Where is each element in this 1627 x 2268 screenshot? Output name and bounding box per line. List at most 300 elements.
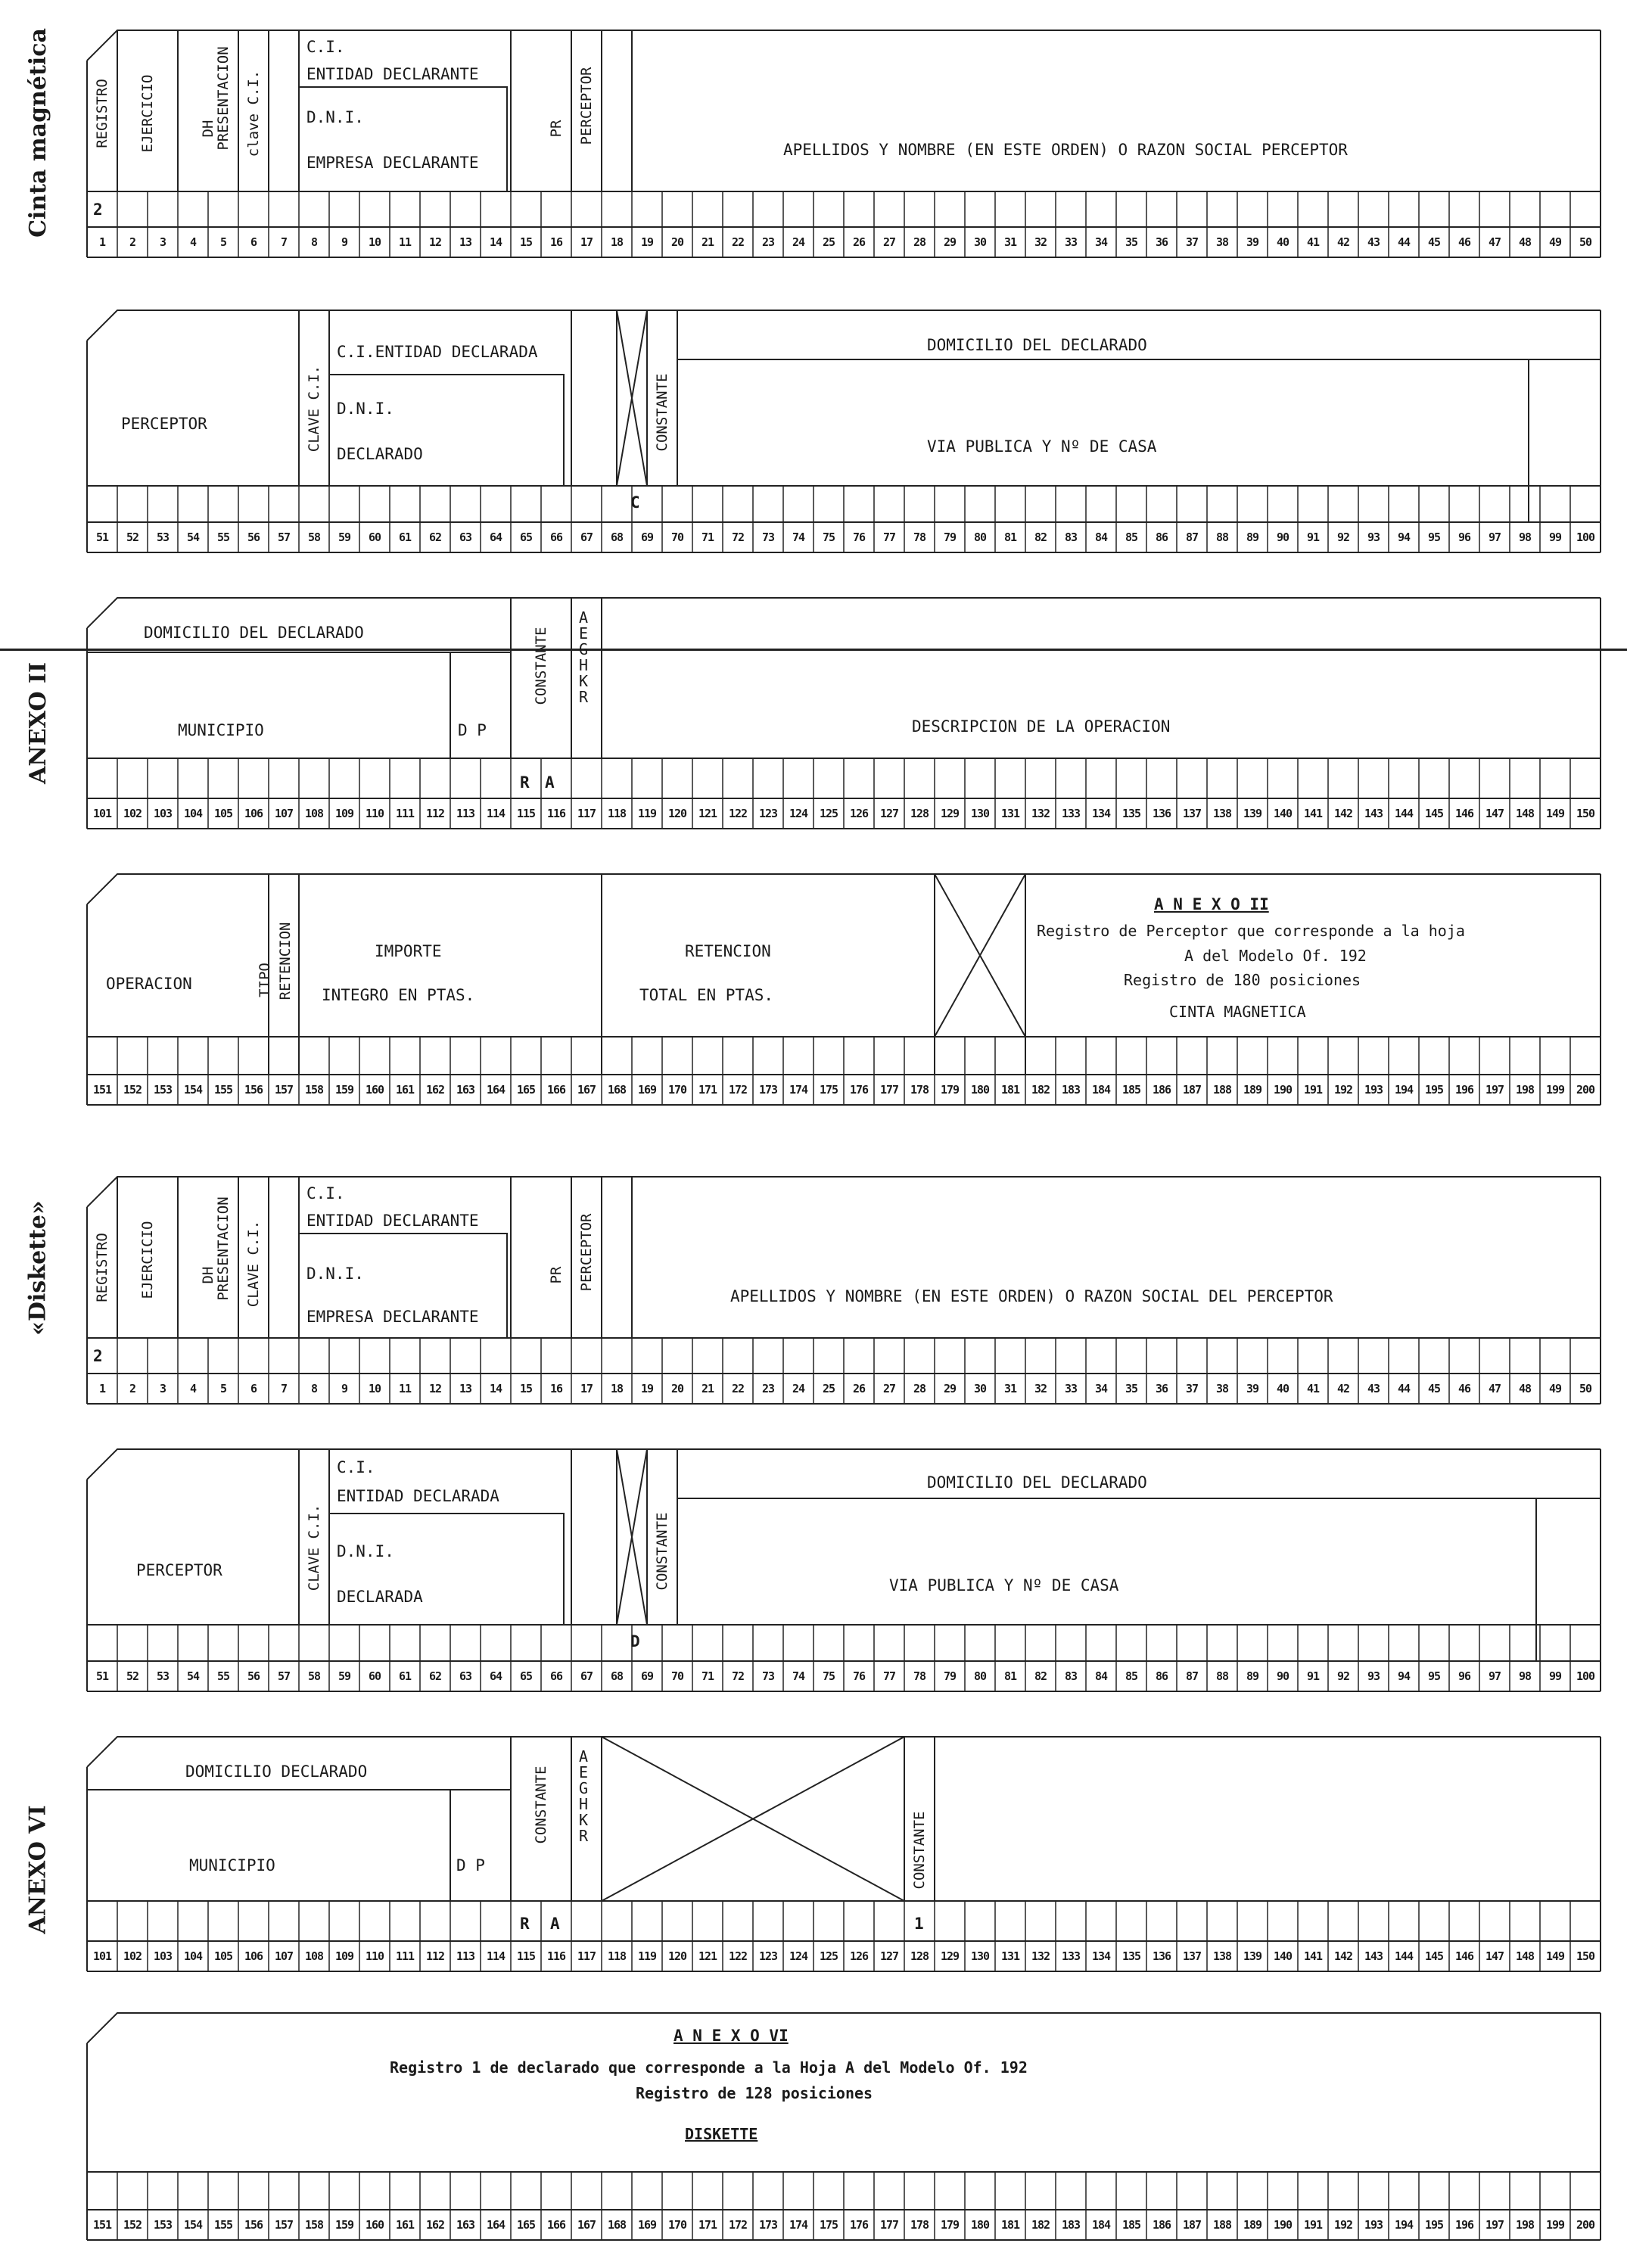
position-number: 148 — [1515, 807, 1535, 820]
position-number: 45 — [1427, 1382, 1441, 1395]
position-number: 1 — [98, 1382, 106, 1395]
a-prefill[interactable]: A — [550, 1915, 560, 1933]
position-number: 140 — [1273, 1949, 1293, 1963]
position-number: 27 — [882, 235, 896, 249]
position-number: 51 — [95, 1669, 109, 1683]
position-number: 37 — [1185, 1382, 1199, 1395]
position-number: 97 — [1488, 530, 1501, 544]
position-number: 116 — [546, 1949, 566, 1963]
position-number: 131 — [1000, 1949, 1020, 1963]
one-prefill[interactable]: 1 — [914, 1915, 924, 1933]
disk-row-2: PERCEPTOR CLAVE C.I. C.I. ENTIDAD DECLARADA D.N.I. DECLARADA CONSTANTE DOMICILIO DEL DECLARADO VIA PUBLICA Y Nº DE CASA D 51 52 53 54 55 56 57 58 59 60 61 62 63 64 65 66 67 68 69 70 71 72 73 74 75 76 77 78 79 80 81 82 83 84 85 86 87 88 89 90 91 92 93 94 95 96 97 98 99 100 — [87, 1449, 1601, 1691]
position-number: 70 — [670, 530, 684, 544]
position-number: 157 — [274, 2218, 294, 2232]
domicilio-label: DOMICILIO DEL DECLARADO — [927, 336, 1147, 354]
r-prefill[interactable]: R — [520, 1915, 530, 1933]
annex-ii-line4: CINTA MAGNETICA — [1169, 1003, 1306, 1021]
position-number: 1 — [98, 235, 106, 249]
empresa-declarante-label: EMPRESA DECLARANTE — [306, 154, 479, 172]
position-number: 34 — [1094, 1382, 1108, 1395]
position-number: 39 — [1246, 1382, 1259, 1395]
position-number: 125 — [819, 1949, 838, 1963]
position-number: 55 — [216, 1669, 230, 1683]
position-number: 145 — [1424, 807, 1444, 820]
position-number: 78 — [913, 530, 926, 544]
position-number: 97 — [1488, 1669, 1501, 1683]
position-number: 73 — [761, 1669, 775, 1683]
position-number: 66 — [549, 1669, 563, 1683]
position-number: 22 — [731, 235, 745, 249]
position-number: 183 — [1061, 2218, 1081, 2232]
position-number: 99 — [1548, 1669, 1562, 1683]
position-number: 106 — [244, 1949, 263, 1963]
letter-code: H — [579, 1795, 589, 1813]
letter-code: A — [579, 608, 589, 627]
position-number: 88 — [1215, 1669, 1229, 1683]
position-number: 49 — [1548, 1382, 1562, 1395]
position-number: 52 — [126, 1669, 139, 1683]
position-number: 12 — [428, 1382, 442, 1395]
position-number: 160 — [365, 2218, 384, 2232]
position-number: 151 — [92, 2218, 112, 2232]
cinta-row-2: PERCEPTOR CLAVE C.I. C.I.ENTIDAD DECLARADA D.N.I. DECLARADO CONSTANTE DOMICILIO DEL DECLARADO VIA PUBLICA Y Nº DE CASA C 51 52 53 54 55 56 57 58 59 60 61 62 63 64 65 66 67 68 69 70 71 72 73 74 75 76 77 78 79 80 81 82 83 84 85 86 87 88 89 90 91 92 93 94 95 96 97 98 99 100 — [87, 310, 1601, 552]
position-number: 121 — [698, 1949, 717, 1963]
r-prefill[interactable]: R — [520, 773, 530, 792]
municipio-label: MUNICIPIO — [189, 1856, 275, 1874]
letter-code: K — [579, 672, 589, 690]
side-label-anexo-vi: ANEXO VI — [24, 1804, 51, 1934]
position-number: 11 — [398, 1382, 412, 1395]
position-number: 135 — [1121, 1949, 1141, 1963]
apellidos-label: APELLIDOS Y NOMBRE (EN ESTE ORDEN) O RAZON SOCIAL DEL PERCEPTOR — [730, 1287, 1333, 1305]
position-number: 169 — [637, 1083, 657, 1097]
position-number: 67 — [580, 530, 593, 544]
position-number: 142 — [1333, 1949, 1353, 1963]
position-number: 81 — [1003, 530, 1017, 544]
position-number: 131 — [1000, 807, 1020, 820]
position-number: 130 — [970, 1949, 990, 1963]
position-number: 197 — [1485, 1083, 1504, 1097]
position-number: 143 — [1364, 807, 1383, 820]
position-number: 121 — [698, 807, 717, 820]
position-number: 103 — [153, 807, 173, 820]
position-number: 33 — [1064, 235, 1078, 249]
position-number: 195 — [1424, 2218, 1444, 2232]
position-number: 80 — [973, 1669, 987, 1683]
registro-prefill[interactable]: 2 — [93, 1347, 103, 1365]
letters-stack — [579, 1749, 588, 1844]
position-number: 102 — [123, 807, 142, 820]
position-number: 40 — [1276, 235, 1289, 249]
position-number: 5 — [219, 235, 227, 249]
position-number: 72 — [731, 1669, 745, 1683]
position-number: 79 — [943, 530, 957, 544]
a-prefill[interactable]: A — [545, 773, 555, 792]
position-number: 158 — [304, 1083, 324, 1097]
position-number: 63 — [459, 1669, 472, 1683]
position-number: 128 — [910, 1949, 929, 1963]
position-number: 83 — [1064, 1669, 1078, 1683]
position-numbers-51-100 — [87, 522, 1601, 552]
position-number: 61 — [398, 530, 412, 544]
position-numbers-151-200 — [87, 2210, 1601, 2240]
position-number: 37 — [1185, 235, 1199, 249]
position-number: 18 — [610, 1382, 624, 1395]
position-number: 130 — [970, 807, 990, 820]
position-number: 98 — [1518, 530, 1532, 544]
position-number: 129 — [940, 807, 960, 820]
position-number: 54 — [186, 530, 200, 544]
position-number: 54 — [186, 1669, 200, 1683]
position-number: 59 — [338, 1669, 351, 1683]
position-number: 15 — [519, 235, 533, 249]
position-number: 146 — [1454, 807, 1474, 820]
position-number: 93 — [1367, 530, 1380, 544]
position-number: 132 — [1031, 1949, 1050, 1963]
position-number: 142 — [1333, 807, 1353, 820]
position-number: 150 — [1576, 807, 1595, 820]
position-number: 55 — [216, 530, 230, 544]
position-number: 13 — [459, 1382, 472, 1395]
position-number: 182 — [1031, 2218, 1050, 2232]
position-number: 108 — [304, 807, 324, 820]
registro-prefill[interactable]: 2 — [93, 201, 103, 219]
position-number: 22 — [731, 1382, 745, 1395]
position-number: 150 — [1576, 1949, 1595, 1963]
position-number: 179 — [940, 2218, 960, 2232]
position-number: 94 — [1397, 530, 1411, 544]
cinta-row-3: DOMICILIO DEL DECLARADO MUNICIPIO D P CONSTANTE A E G H K R DESCRIPCION DE LA OPERACION R A 101 102 103 104 105 106 107 108 109 110 111 112 113 114 115 116 117 118 119 120 121 122 123 124 125 126 127 128 129 130 131 132 133 134 135 136 137 138 139 140 141 142 143 144 145 146 147 148 149 150 — [87, 598, 1601, 829]
position-number: 144 — [1394, 1949, 1414, 1963]
position-number: 47 — [1488, 1382, 1501, 1395]
domicilio-label: DOMICILIO DEL DECLARADO — [927, 1473, 1147, 1492]
position-number: 168 — [607, 2218, 627, 2232]
position-number: 72 — [731, 530, 745, 544]
position-number: 112 — [425, 807, 445, 820]
position-number: 116 — [546, 807, 566, 820]
position-number: 147 — [1485, 807, 1504, 820]
position-number: 58 — [307, 530, 321, 544]
position-number: 21 — [701, 235, 714, 249]
position-number: 33 — [1064, 1382, 1078, 1395]
position-number: 24 — [792, 235, 805, 249]
position-number: 152 — [123, 1083, 142, 1097]
position-number: 57 — [277, 530, 291, 544]
position-number: 178 — [910, 1083, 929, 1097]
position-number: 92 — [1336, 1669, 1350, 1683]
position-number: 43 — [1367, 235, 1380, 249]
position-number: 124 — [789, 807, 808, 820]
position-number: 5 — [219, 1382, 227, 1395]
position-number: 20 — [670, 235, 684, 249]
position-number: 101 — [92, 1949, 112, 1963]
position-number: 29 — [943, 1382, 957, 1395]
position-number: 139 — [1243, 1949, 1262, 1963]
cinta-row-4-grid — [87, 874, 1601, 1105]
position-number: 18 — [610, 235, 624, 249]
position-number: 69 — [640, 530, 654, 544]
position-number: 86 — [1155, 1669, 1168, 1683]
constante-prefill[interactable]: D — [630, 1632, 640, 1650]
constante-prefill[interactable]: C — [630, 493, 640, 512]
position-number: 163 — [456, 2218, 475, 2232]
position-number: 23 — [761, 1382, 775, 1395]
position-number: 118 — [607, 807, 627, 820]
position-number: 187 — [1182, 1083, 1202, 1097]
position-number: 103 — [153, 1949, 173, 1963]
letters-stack — [579, 610, 588, 705]
position-number: 35 — [1125, 1382, 1138, 1395]
position-number: 50 — [1579, 1382, 1592, 1395]
position-number: 175 — [819, 1083, 838, 1097]
position-number: 9 — [341, 235, 348, 249]
position-number: 111 — [395, 1949, 415, 1963]
position-number: 125 — [819, 807, 838, 820]
cinta-row-4: OPERACION TIPO RETENCION IMPORTE INTEGRO EN PTAS. RETENCION TOTAL EN PTAS. A N E X O II Registro de Perceptor que corresponde a la hoja A del Modelo Of. 192 Registro de 180 posiciones CINTA MAGNETICA 151 152 153 154 155 156 157 158 159 160 161 162 163 164 165 166 167 168 169 170 171 172 173 174 175 176 177 178 179 180 181 182 183 184 185 186 187 188 189 190 191 192 193 194 195 196 197 198 199 200 — [87, 874, 1601, 1105]
position-number: 34 — [1094, 235, 1108, 249]
position-number: 75 — [822, 1669, 835, 1683]
ci-label: C.I. — [306, 38, 345, 56]
position-number: 77 — [882, 530, 896, 544]
position-number: 21 — [701, 1382, 714, 1395]
position-number: 158 — [304, 2218, 324, 2232]
ci-label: C.I. — [337, 1458, 375, 1476]
position-number: 88 — [1215, 530, 1229, 544]
position-number: 13 — [459, 235, 472, 249]
apellidos-label: APELLIDOS Y NOMBRE (EN ESTE ORDEN) O RAZON SOCIAL PERCEPTOR — [783, 141, 1348, 159]
position-number: 104 — [183, 807, 203, 820]
position-number: 56 — [247, 1669, 260, 1683]
position-number: 197 — [1485, 2218, 1504, 2232]
position-number: 38 — [1215, 1382, 1229, 1395]
position-number: 157 — [274, 1083, 294, 1097]
position-number: 108 — [304, 1949, 324, 1963]
position-number: 60 — [368, 530, 381, 544]
ci-entidad-label: C.I.ENTIDAD DECLARADA — [337, 343, 538, 361]
operacion-label: OPERACION — [106, 975, 192, 993]
position-number: 28 — [913, 1382, 926, 1395]
position-number: 36 — [1155, 235, 1168, 249]
position-number: 50 — [1579, 235, 1592, 249]
position-number: 3 — [159, 235, 166, 249]
position-number: 71 — [701, 530, 714, 544]
position-number: 69 — [640, 1669, 654, 1683]
position-number: 149 — [1545, 1949, 1565, 1963]
position-number: 90 — [1276, 530, 1289, 544]
position-number: 174 — [789, 2218, 808, 2232]
position-number: 183 — [1061, 1083, 1081, 1097]
municipio-label: MUNICIPIO — [178, 721, 264, 739]
letter-code: G — [579, 640, 589, 658]
position-number: 136 — [1152, 807, 1171, 820]
position-number: 170 — [667, 2218, 687, 2232]
position-number: 79 — [943, 1669, 957, 1683]
position-number: 182 — [1031, 1083, 1050, 1097]
position-number: 138 — [1212, 807, 1232, 820]
letter-code: E — [579, 624, 589, 642]
position-number: 20 — [670, 1382, 684, 1395]
position-number: 29 — [943, 235, 957, 249]
position-number: 120 — [667, 1949, 687, 1963]
position-number: 181 — [1000, 1083, 1020, 1097]
position-number: 198 — [1515, 1083, 1535, 1097]
position-number: 159 — [334, 2218, 354, 2232]
annex-ii-title: A N E X O II — [1154, 895, 1269, 913]
position-number: 190 — [1273, 2218, 1293, 2232]
position-number: 110 — [365, 1949, 384, 1963]
position-number: 28 — [913, 235, 926, 249]
position-number: 188 — [1212, 1083, 1232, 1097]
position-number: 100 — [1576, 1669, 1595, 1683]
position-number: 200 — [1576, 1083, 1595, 1097]
position-number: 14 — [489, 1382, 502, 1395]
position-number: 27 — [882, 1382, 896, 1395]
position-number: 76 — [852, 530, 866, 544]
position-number: 171 — [698, 2218, 717, 2232]
position-number: 126 — [849, 807, 869, 820]
integro-label: INTEGRO EN PTAS. — [322, 986, 475, 1004]
position-number: 189 — [1243, 2218, 1262, 2232]
position-number: 4 — [189, 1382, 197, 1395]
position-number: 133 — [1061, 1949, 1081, 1963]
position-number: 3 — [159, 1382, 166, 1395]
letter-code: A — [579, 1747, 589, 1766]
position-number: 10 — [368, 235, 381, 249]
position-number: 179 — [940, 1083, 960, 1097]
position-number: 114 — [486, 807, 506, 820]
position-number: 192 — [1333, 2218, 1353, 2232]
position-number: 65 — [519, 1669, 533, 1683]
total-label: TOTAL EN PTAS. — [639, 986, 774, 1004]
position-number: 170 — [667, 1083, 687, 1097]
letter-code: H — [579, 656, 589, 674]
position-number: 48 — [1518, 235, 1532, 249]
position-number: 185 — [1121, 1083, 1141, 1097]
position-number: 32 — [1034, 235, 1047, 249]
position-number: 53 — [156, 1669, 170, 1683]
position-number: 107 — [274, 807, 294, 820]
position-number: 115 — [516, 1949, 536, 1963]
position-number: 17 — [580, 235, 593, 249]
position-number: 2 — [129, 235, 136, 249]
position-number: 14 — [489, 235, 502, 249]
dni-label: D.N.I. — [337, 400, 394, 418]
position-number: 161 — [395, 1083, 415, 1097]
position-number: 177 — [879, 2218, 899, 2232]
descripcion-label: DESCRIPCION DE LA OPERACION — [912, 717, 1171, 736]
ci-label: C.I. — [306, 1184, 345, 1202]
position-number: 2 — [129, 1382, 136, 1395]
position-number: 89 — [1246, 530, 1259, 544]
position-number: 25 — [822, 1382, 835, 1395]
position-number: 167 — [577, 2218, 596, 2232]
position-number: 24 — [792, 1382, 805, 1395]
disk-row-4 — [87, 2013, 1601, 2240]
position-number: 156 — [244, 1083, 263, 1097]
position-number: 95 — [1427, 1669, 1441, 1683]
position-number: 31 — [1003, 1382, 1017, 1395]
position-number: 187 — [1182, 2218, 1202, 2232]
position-number: 141 — [1303, 807, 1323, 820]
position-number: 123 — [758, 1949, 778, 1963]
position-number: 86 — [1155, 530, 1168, 544]
position-number: 180 — [970, 2218, 990, 2232]
annex-vi-line2: Registro de 128 posiciones — [636, 2084, 873, 2102]
position-number: 138 — [1212, 1949, 1232, 1963]
via-publica-label: VIA PUBLICA Y Nº DE CASA — [889, 1576, 1119, 1594]
position-number: 113 — [456, 1949, 475, 1963]
empresa-declarante-label: EMPRESA DECLARANTE — [306, 1308, 479, 1326]
position-number: 112 — [425, 1949, 445, 1963]
annex-vi-line1: Registro 1 de declarado que corresponde a la Hoja A del Modelo Of. 192 — [390, 2058, 1028, 2077]
position-number: 32 — [1034, 1382, 1047, 1395]
position-number: 101 — [92, 807, 112, 820]
position-number: 53 — [156, 530, 170, 544]
position-number: 152 — [123, 2218, 142, 2232]
position-number: 11 — [398, 235, 412, 249]
position-number: 74 — [792, 1669, 805, 1683]
position-numbers-151-200 — [87, 1075, 1601, 1105]
position-number: 12 — [428, 235, 442, 249]
position-number: 59 — [338, 530, 351, 544]
position-number: 124 — [789, 1949, 808, 1963]
position-number: 109 — [334, 1949, 354, 1963]
domicilio-label: DOMICILIO DEL DECLARADO — [144, 624, 364, 642]
position-number: 56 — [247, 530, 260, 544]
cinta-row-1: REGISTRO EJERCICIO DH PRESENTACION clave C.I. C.I. ENTIDAD DECLARANTE D.N.I. EMPRESA DECLARANTE PR PERCEPTOR APELLIDOS Y NOMBRE (EN ESTE ORDEN) O RAZON SOCIAL PERCEPTOR 2 1 2 3 4 5 6 7 8 9 10 11 12 13 14 15 16 17 18 19 20 21 22 23 24 25 26 27 28 29 30 31 32 33 34 35 36 37 38 39 40 41 42 43 44 45 46 47 48 49 50 — [87, 30, 1601, 257]
annex-ii-line1: Registro de Perceptor que corresponde a la hoja — [1037, 922, 1465, 940]
annex-ii-line3: Registro de 180 posiciones — [1124, 971, 1361, 989]
position-number: 7 — [280, 235, 288, 249]
position-number: 95 — [1427, 530, 1441, 544]
position-number: 198 — [1515, 2218, 1535, 2232]
letter-code: G — [579, 1779, 589, 1797]
position-number: 154 — [183, 2218, 203, 2232]
position-number: 186 — [1152, 2218, 1171, 2232]
position-number: 135 — [1121, 807, 1141, 820]
position-number: 82 — [1034, 1669, 1047, 1683]
position-number: 98 — [1518, 1669, 1532, 1683]
position-number: 81 — [1003, 1669, 1017, 1683]
position-number: 7 — [280, 1382, 288, 1395]
position-number: 143 — [1364, 1949, 1383, 1963]
position-number: 181 — [1000, 2218, 1020, 2232]
letter-code: K — [579, 1811, 589, 1829]
position-number: 153 — [153, 1083, 173, 1097]
position-number: 30 — [973, 1382, 987, 1395]
position-number: 58 — [307, 1669, 321, 1683]
entidad-declarante-label: ENTIDAD DECLARANTE — [306, 65, 479, 83]
position-number: 196 — [1454, 2218, 1474, 2232]
position-number: 141 — [1303, 1949, 1323, 1963]
position-number: 134 — [1091, 807, 1111, 820]
annex-ii-line2: A del Modelo Of. 192 — [1184, 947, 1367, 965]
position-number: 156 — [244, 2218, 263, 2232]
position-number: 122 — [728, 807, 748, 820]
position-number: 144 — [1394, 807, 1414, 820]
position-number: 99 — [1548, 530, 1562, 544]
position-number: 110 — [365, 807, 384, 820]
position-number: 178 — [910, 2218, 929, 2232]
position-number: 10 — [368, 1382, 381, 1395]
position-number: 173 — [758, 1083, 778, 1097]
position-number: 64 — [489, 530, 502, 544]
position-number: 111 — [395, 807, 415, 820]
position-number: 71 — [701, 1669, 714, 1683]
position-number: 15 — [519, 1382, 533, 1395]
position-number: 137 — [1182, 807, 1202, 820]
position-number: 17 — [580, 1382, 593, 1395]
